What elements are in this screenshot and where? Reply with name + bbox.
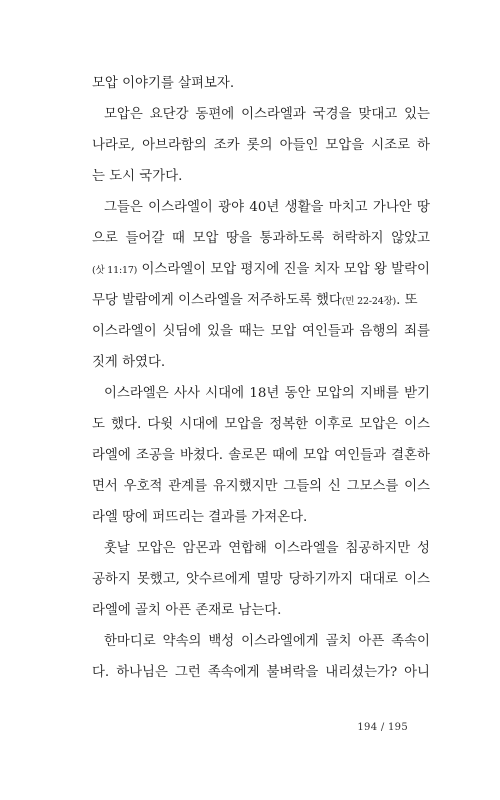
text-line: 모압은 요단강 동편에 이스라엘과 국경을 맞대고 있는 (104, 107, 430, 122)
body-text (92, 68, 430, 688)
text-line: 짓게 하였다. (92, 355, 166, 370)
text-line: 으로 들어갈 때 모압 땅을 통과하도록 허락하지 않았고 (92, 231, 430, 246)
page-number: 194 / 195 (357, 722, 408, 733)
text-line: 면서 우호적 관계를 유지했지만 그들의 신 그모스를 이스 (92, 479, 430, 494)
text-line (92, 285, 430, 316)
text-line: 는 도시 국가다. (92, 169, 183, 184)
text-fragment: . 또 (396, 293, 418, 308)
text-line: 라엘 땅에 퍼뜨리는 결과를 가져온다. (92, 510, 308, 525)
text-fragment: 이스라엘이 모압 평지에 진을 치자 모압 왕 발락이 (137, 262, 430, 277)
text-line: 모압 이야기를 살펴보자. (92, 76, 235, 91)
text-line: 훗날 모압은 암몬과 연합해 이스라엘을 침공하지만 성 (104, 541, 430, 556)
scripture-reference: (민 22-24장) (341, 296, 397, 307)
scripture-reference: (삿 11:17) (92, 265, 138, 276)
text-line: 다. 하나님은 그런 족속에게 불벼락을 내리셨는가? 아니 (92, 665, 430, 680)
text-line: 이스라엘은 사사 시대에 18년 동안 모압의 지배를 받기 (104, 386, 430, 401)
text-line (92, 254, 430, 285)
text-line: 공하지 못했고, 앗수르에게 멸망 당하기까지 대대로 이스 (92, 572, 430, 587)
text-line: 이스라엘이 싯딤에 있을 때는 모압 여인들과 음행의 죄를 (92, 324, 430, 339)
text-line: 그들은 이스라엘이 광야 40년 생활을 마치고 가나안 땅 (104, 200, 430, 215)
text-line: 나라로, 아브라함의 조카 롯의 아들인 모압을 시조로 하 (92, 138, 430, 153)
text-line: 라엘에 조공을 바쳤다. 솔로몬 때에 모압 여인들과 결혼하 (92, 448, 430, 463)
text-line: 한마디로 약속의 백성 이스라엘에게 골치 아픈 족속이 (104, 634, 430, 649)
text-line: 라엘에 골치 아픈 존재로 남는다. (92, 603, 282, 618)
text-line: 도 했다. 다윗 시대에 모압을 정복한 이후로 모압은 이스 (92, 417, 430, 432)
text-fragment: 무당 발람에게 이스라엘을 저주하도록 했다 (92, 293, 342, 308)
